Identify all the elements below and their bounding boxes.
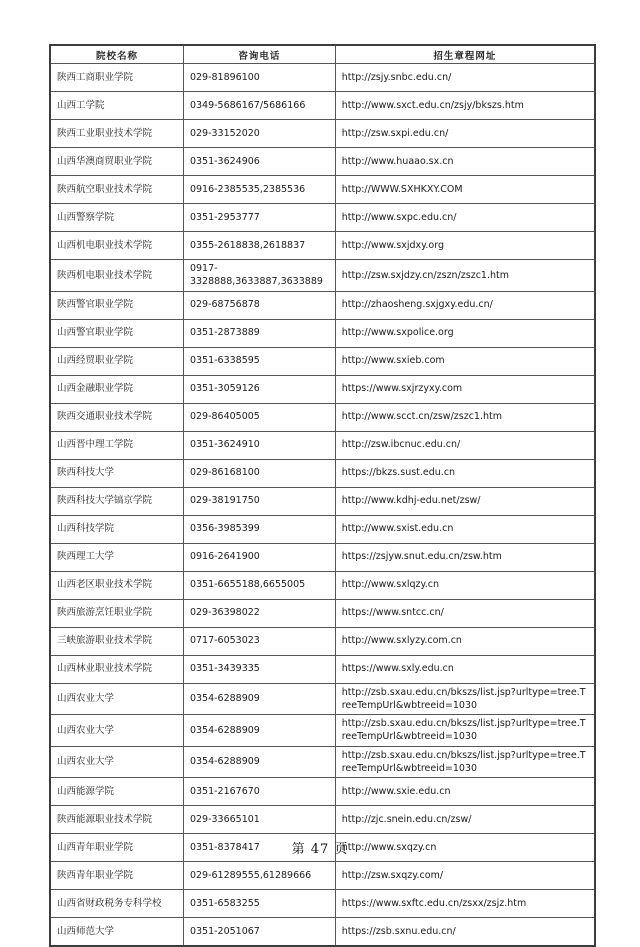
col-header-college-name: 院校名称 — [50, 45, 183, 64]
phone-number-cell: 0356-3985399 — [183, 515, 335, 543]
table-row — [50, 232, 595, 260]
admissions-url-cell: http://www.sxieb.com — [335, 347, 595, 375]
college-name-cell: 陕西青年职业学院 — [50, 862, 183, 890]
admissions-url-cell: http://www.huaao.sx.cn — [335, 148, 595, 176]
admissions-url-cell: https://bkzs.sust.edu.cn — [335, 459, 595, 487]
admissions-url-cell: http://www.sxie.edu.cn — [335, 778, 595, 806]
admissions-url-cell: http://zsw.sxpi.edu.cn/ — [335, 120, 595, 148]
admissions-url-cell: http://zsb.sxau.edu.cn/bkszs/list.jsp?urltype=tree.TreeTempUrl&wbtreeid=1030 — [335, 715, 595, 747]
table-row — [50, 319, 595, 347]
college-name-cell: 陕西工业职业技术学院 — [50, 120, 183, 148]
college-name-cell: 山西晋中理工学院 — [50, 431, 183, 459]
table-header-row — [50, 45, 595, 64]
college-name-cell: 陕西理工大学 — [50, 543, 183, 571]
phone-number-cell: 0355-2618838,2618837 — [183, 232, 335, 260]
table-row — [50, 64, 595, 92]
col-header-admissions-url: 招生章程网址 — [335, 45, 595, 64]
phone-number-cell: 029-68756878 — [183, 291, 335, 319]
table-row — [50, 176, 595, 204]
college-name-cell: 山西工学院 — [50, 92, 183, 120]
college-name-cell: 山西农业大学 — [50, 683, 183, 715]
admissions-url-cell: http://www.sxpc.edu.cn/ — [335, 204, 595, 232]
admissions-url-cell: http://zsjy.snbc.edu.cn/ — [335, 64, 595, 92]
admissions-info-table — [49, 44, 596, 947]
table-row — [50, 347, 595, 375]
admissions-url-cell: http://www.sxjdxy.org — [335, 232, 595, 260]
phone-number-cell: 0351-6655188,6655005 — [183, 571, 335, 599]
phone-number-cell: 0916-2641900 — [183, 543, 335, 571]
college-name-cell: 山西省财政税务专科学校 — [50, 890, 183, 918]
table-row — [50, 862, 595, 890]
phone-number-cell: 0717-6053023 — [183, 627, 335, 655]
admissions-url-cell: http://zsw.ibcnuc.edu.cn/ — [335, 431, 595, 459]
table-body — [50, 64, 595, 947]
admissions-url-cell: http://www.kdhj-edu.net/zsw/ — [335, 487, 595, 515]
admissions-url-cell: http://zjc.snein.edu.cn/zsw/ — [335, 806, 595, 834]
college-name-cell: 陕西交通职业技术学院 — [50, 403, 183, 431]
table-row — [50, 918, 595, 947]
admissions-url-cell: http://zsb.sxau.edu.cn/bkszs/list.jsp?urltype=tree.TreeTempUrl&wbtreeid=1030 — [335, 746, 595, 778]
phone-number-cell: 0351-2167670 — [183, 778, 335, 806]
phone-number-cell: 0916-2385535,2385536 — [183, 176, 335, 204]
college-name-cell: 山西机电职业技术学院 — [50, 232, 183, 260]
admissions-url-cell: http://www.sxpolice.org — [335, 319, 595, 347]
college-name-cell: 山西林业职业技术学院 — [50, 655, 183, 683]
table-row — [50, 148, 595, 176]
admissions-url-cell: http://WWW.SXHKXY.COM — [335, 176, 595, 204]
table-row — [50, 92, 595, 120]
table-row — [50, 204, 595, 232]
table-row — [50, 431, 595, 459]
phone-number-cell: 0354-6288909 — [183, 683, 335, 715]
phone-number-cell: 0351-2051067 — [183, 918, 335, 947]
phone-number-cell: 0354-6288909 — [183, 746, 335, 778]
college-name-cell: 陕西能源职业技术学院 — [50, 806, 183, 834]
admissions-url-cell: http://zsb.sxau.edu.cn/bkszs/list.jsp?urltype=tree.TreeTempUrl&wbtreeid=1030 — [335, 683, 595, 715]
admissions-url-cell: http://www.scct.cn/zsw/zszc1.htm — [335, 403, 595, 431]
table-row — [50, 806, 595, 834]
phone-number-cell: 029-81896100 — [183, 64, 335, 92]
admissions-url-cell: http://www.sxlyzy.com.cn — [335, 627, 595, 655]
phone-number-cell: 0351-3439335 — [183, 655, 335, 683]
table-row — [50, 627, 595, 655]
admissions-url-cell: https://zsb.sxnu.edu.cn/ — [335, 918, 595, 947]
college-name-cell: 山西能源学院 — [50, 778, 183, 806]
admissions-url-cell: http://www.sxist.edu.cn — [335, 515, 595, 543]
college-name-cell: 山西科技学院 — [50, 515, 183, 543]
admissions-url-cell: http://zsw.sxjdzy.cn/zszn/zszc1.htm — [335, 260, 595, 292]
table-row — [50, 543, 595, 571]
college-name-cell: 山西农业大学 — [50, 715, 183, 747]
phone-number-cell: 0351-8378417 — [183, 834, 335, 862]
table-row — [50, 778, 595, 806]
admissions-url-cell: https://www.sxjrzyxy.com — [335, 375, 595, 403]
admissions-url-cell: https://www.sxly.edu.cn — [335, 655, 595, 683]
college-name-cell: 陕西机电职业技术学院 — [50, 260, 183, 292]
phone-number-cell: 0351-3059126 — [183, 375, 335, 403]
college-name-cell: 山西师范大学 — [50, 918, 183, 947]
phone-number-cell: 029-61289555,61289666 — [183, 862, 335, 890]
admissions-url-cell: https://www.sxftc.edu.cn/zsxx/zsjz.htm — [335, 890, 595, 918]
phone-number-cell: 0351-3624910 — [183, 431, 335, 459]
college-name-cell: 山西青年职业学院 — [50, 834, 183, 862]
table-row — [50, 683, 595, 715]
table-header — [50, 45, 595, 64]
page-number-footer: 第 47 页 — [291, 842, 349, 857]
table-row — [50, 291, 595, 319]
college-name-cell: 山西农业大学 — [50, 746, 183, 778]
table-row — [50, 515, 595, 543]
table-row — [50, 260, 595, 292]
college-name-cell: 山西金融职业学院 — [50, 375, 183, 403]
phone-number-cell: 0349-5686167/5686166 — [183, 92, 335, 120]
phone-number-cell: 0351-3624906 — [183, 148, 335, 176]
college-name-cell: 陕西航空职业技术学院 — [50, 176, 183, 204]
college-name-cell: 陕西科技大学 — [50, 459, 183, 487]
phone-number-cell: 0351-6583255 — [183, 890, 335, 918]
phone-number-cell: 029-33152020 — [183, 120, 335, 148]
college-name-cell: 山西警察学院 — [50, 204, 183, 232]
table-row — [50, 746, 595, 778]
table-row — [50, 571, 595, 599]
table-row — [50, 459, 595, 487]
college-name-cell: 三峡旅游职业技术学院 — [50, 627, 183, 655]
admissions-url-cell: http://zsw.sxqzy.com/ — [335, 862, 595, 890]
table-row — [50, 715, 595, 747]
phone-number-cell: 0351-2953777 — [183, 204, 335, 232]
col-header-phone: 咨询电话 — [183, 45, 335, 64]
college-name-cell: 山西警官职业学院 — [50, 319, 183, 347]
college-name-cell: 山西经贸职业学院 — [50, 347, 183, 375]
college-name-cell: 山西华澳商贸职业学院 — [50, 148, 183, 176]
admissions-url-cell: http://www.sxlqzy.cn — [335, 571, 595, 599]
phone-number-cell: 029-86405005 — [183, 403, 335, 431]
table-row — [50, 403, 595, 431]
phone-number-cell: 029-38191750 — [183, 487, 335, 515]
table-row — [50, 487, 595, 515]
college-name-cell: 陕西工商职业学院 — [50, 64, 183, 92]
admissions-url-cell: http://www.sxct.edu.cn/zsjy/bkszs.htm — [335, 92, 595, 120]
table-row — [50, 375, 595, 403]
admissions-url-cell: https://zsjyw.snut.edu.cn/zsw.htm — [335, 543, 595, 571]
college-name-cell: 陕西科技大学镐京学院 — [50, 487, 183, 515]
phone-number-cell: 029-36398022 — [183, 599, 335, 627]
college-name-cell: 陕西旅游烹饪职业学院 — [50, 599, 183, 627]
table-row — [50, 655, 595, 683]
table-row — [50, 120, 595, 148]
phone-number-cell: 0917-3328888,3633887,3633889 — [183, 260, 335, 292]
phone-number-cell: 0354-6288909 — [183, 715, 335, 747]
admissions-url-cell: http://zhaosheng.sxjgxy.edu.cn/ — [335, 291, 595, 319]
college-name-cell: 山西老区职业技术学院 — [50, 571, 183, 599]
phone-number-cell: 029-86168100 — [183, 459, 335, 487]
phone-number-cell: 029-33665101 — [183, 806, 335, 834]
table-row — [50, 599, 595, 627]
phone-number-cell: 0351-6338595 — [183, 347, 335, 375]
admissions-url-cell: http://www.sxqzy.cn — [335, 834, 595, 862]
admissions-url-cell: https://www.sntcc.cn/ — [335, 599, 595, 627]
table-row — [50, 890, 595, 918]
phone-number-cell: 0351-2873889 — [183, 319, 335, 347]
college-name-cell: 陕西警官职业学院 — [50, 291, 183, 319]
